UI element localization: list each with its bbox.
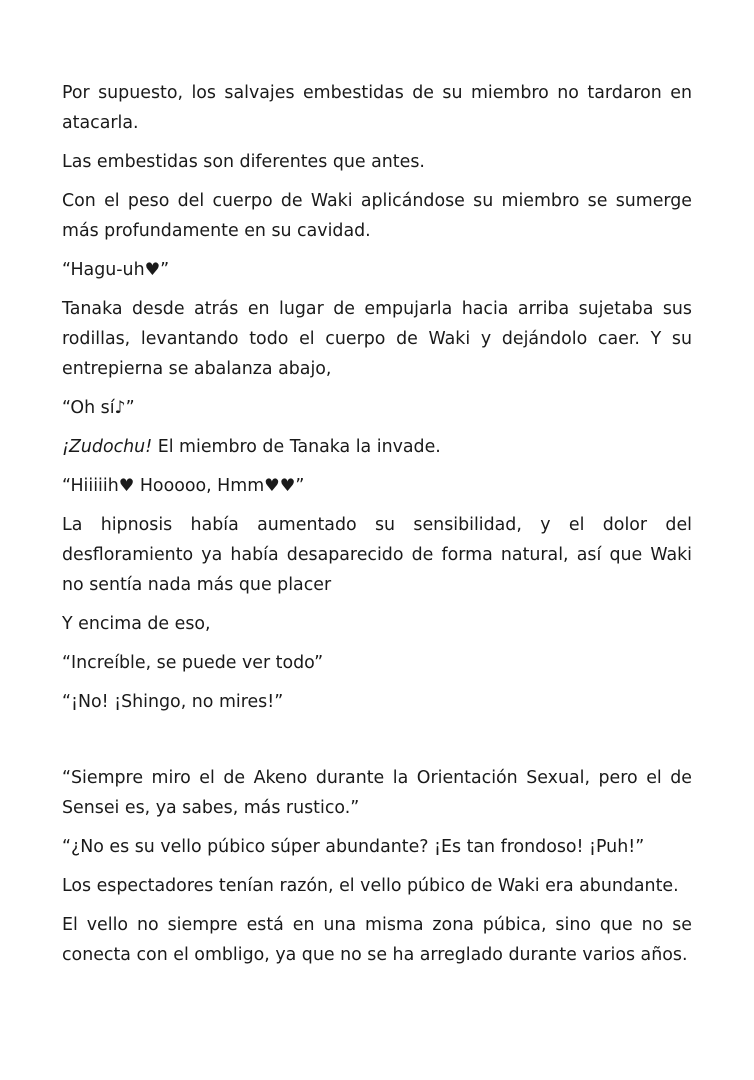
dialogue-akeno: “Siempre miro el de Akeno durante la Orientación Sexual, pero el de Sensei es, ya sabes, más rustico.” bbox=[62, 768, 692, 818]
dialogue-increible: “Increíble, se puede ver todo” bbox=[62, 653, 324, 673]
document-page bbox=[62, 78, 692, 979]
dialogue-oh-si: “Oh sí♪” bbox=[62, 398, 135, 418]
paragraph-10: Y encima de eso, bbox=[62, 614, 211, 634]
paragraph-2: Las embestidas son diferentes que antes. bbox=[62, 152, 425, 172]
dialogue-hagu-uh: “Hagu-uh♥” bbox=[62, 260, 170, 280]
paragraph-espectadores: Los espectadores tenían razón, el vello púbico de Waki era abundante. bbox=[62, 876, 679, 896]
paragraph-zudochu-rest: El miembro de Tanaka la invade. bbox=[152, 437, 441, 457]
section-break bbox=[62, 726, 692, 763]
paragraph-1: Por supuesto, los salvajes embestidas de su miembro no tardaron en atacarla. bbox=[62, 83, 692, 133]
dialogue-hiiiiih: “Hiiiiih♥ Hooooo, Hmm♥♥” bbox=[62, 476, 305, 496]
paragraph-5: Tanaka desde atrás en lugar de empujarla hacia arriba sujetaba sus rodillas, levantando todo el cuerpo de Waki y dejándolo caer. Y su entrepierna se abalanza abajo, bbox=[62, 299, 692, 379]
paragraph-3: Con el peso del cuerpo de Waki aplicándose su miembro se sumerge más profundamente en su cavidad. bbox=[62, 191, 692, 241]
paragraph-ombligo: El vello no siempre está en una misma zona púbica, sino que no se conecta con el ombligo, ya que no se ha arreglado durante varios años. bbox=[62, 915, 692, 965]
paragraph-9: La hipnosis había aumentado su sensibilidad, y el dolor del desfloramiento ya había desaparecido de forma natural, así que Waki no sentía nada más que placer bbox=[62, 515, 692, 595]
dialogue-no-shingo: “¡No! ¡Shingo, no mires!” bbox=[62, 692, 284, 712]
dialogue-vello: “¿No es su vello púbico súper abundante? ¡Es tan frondoso! ¡Puh!” bbox=[62, 837, 645, 857]
paragraph-zudochu bbox=[62, 432, 692, 462]
onomatopoeia-zudochu: ¡Zudochu! bbox=[62, 437, 153, 457]
